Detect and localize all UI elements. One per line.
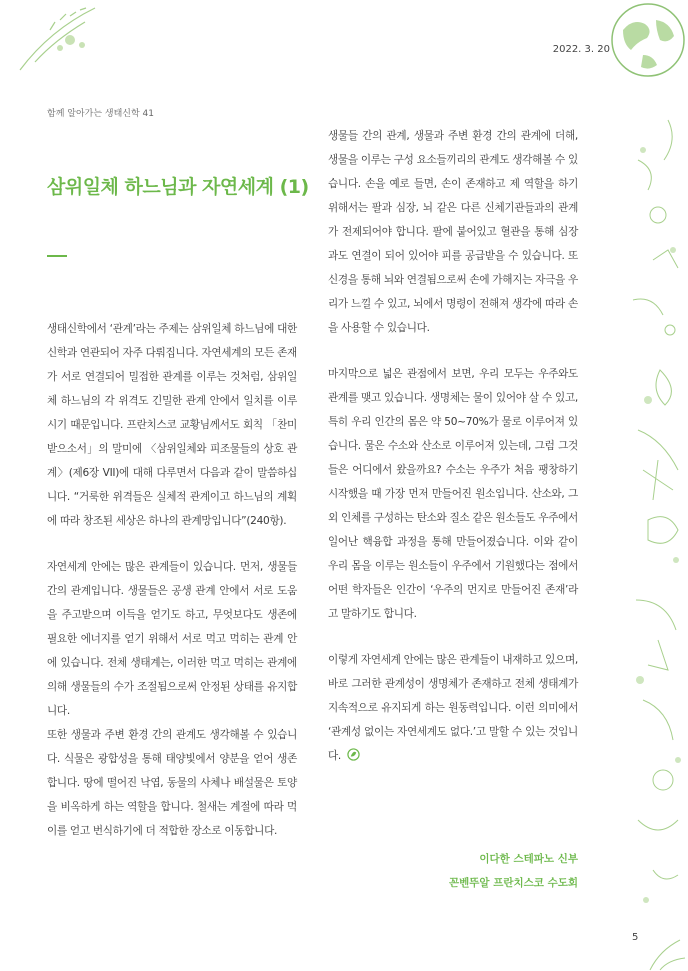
- page-number: 5: [632, 932, 639, 943]
- globe-icon: [612, 4, 684, 76]
- author-affiliation: 꼰벤뚜알 프란치스코 수도회: [448, 877, 578, 889]
- paragraph: 생태신학에서 ‘관계’라는 주제는 삼위일체 하느님에 대한 신학과 연관되어 자주 다뤄집니다. 자연세계의 모든 존재가 서로 연결되어 밀접한 관계를 이루는 것처럼, 삼위일체 하느님의 각 위격도 긴밀한 관계 안에서 일치를 이루시기 때문입니다. 프란치스코 교황님께서도 회칙 「찬미받으소서」의 말미에 〈삼위일체와 피조물들의 상호 관계〉(제6장 VII)에 대해 다루면서 다음과 같이 말씀하십니다. “거룩한 위격들은 실체적 관계이고 하느님의 계획에 따라 창조된 세상은 하나의 관계망입니다”(240항).: [47, 323, 297, 527]
- paragraph-last: [328, 648, 578, 768]
- article-column-left: [47, 317, 297, 843]
- plant-illustration-bottom-right: [600, 930, 688, 971]
- paragraph: 생물들 간의 관계, 생물과 주변 환경 간의 관계에 더해, 생물을 이루는 구성 요소들끼리의 관계도 생각해볼 수 있습니다. 손을 예로 들면, 손이 존재하고 제 역할을 하기 위해서는 팔과 심장, 뇌 같은 다른 신체기관들과의 관계가 전제되어야 합니다. 팔에 붙어있고 혈관을 통해 심장과도 연결이 되어 있어야 피를 공급받을 수 있습니다. 또 신경을 통해 뇌와 연결됨으로써 손에 가해지는 자극을 우리가 느낄 수 있고, 뇌에서 명령이 전해져 생각에 따라 손을 사용할 수 있습니다.: [328, 130, 578, 334]
- series-title: 함께 알아가는 생태신학 41: [47, 109, 154, 119]
- nature-illustration-right-margin: [598, 0, 688, 971]
- article-column-right: [328, 124, 578, 768]
- plant-illustration-top-left: [0, 0, 120, 80]
- paragraph: 자연세계 안에는 많은 관계들이 있습니다. 먼저, 생물들 간의 관계입니다. 생물들은 공생 관계 안에서 서로 도움을 주고받으며 이득을 얻기도 하고, 무엇보다도 생존에 필요한 에너지를 얻기 위해서 서로 먹고 먹히는 관계 안에 있습니다. 전체 생태계는, 이러한 먹고 먹히는 관계에 의해 생물들의 수가 조절됨으로써 안정된 상태를 유지합니다.: [47, 561, 297, 717]
- paragraph-text: 이렇게 자연세계 안에는 많은 관계들이 내재하고 있으며, 바로 그러한 관계성이 생명체가 존재하고 전체 생태계가 지속적으로 유지되게 하는 원동력입니다. 이런 의미에서 ‘관계성 없이는 자연세계도 없다.’고 말할 수 있는 것입니다.: [328, 654, 578, 762]
- paragraph: 마지막으로 넓은 관점에서 보면, 우리 모두는 우주와도 관계를 맺고 있습니다. 생명체는 물이 있어야 살 수 있고, 특히 우리 인간의 몸은 약 50~70%가 물로 이루어져 있습니다. 물은 수소와 산소로 이루어져 있는데, 그럼 그것들은 어디에서 왔을까요? 수소는 우주가 처음 팽창하기 시작했을 때 가장 먼저 만들어진 원소입니다. 산소와, 그 외 인체를 구성하는 탄소와 질소 같은 원소들도 우주에서 일어난 핵융합 과정을 통해 만들어졌습니다. 이와 같이 우리 몸을 이루는 원소들이 우주에서 기원했다는 점에서 어떤 학자들은 인간이 ‘우주의 먼지로 만들어진 존재’라고 말하기도 합니다.: [328, 368, 578, 620]
- author-name: 이다한 스테파노 신부: [479, 853, 578, 865]
- issue-date: 2022. 3. 20: [552, 44, 610, 55]
- leaf-end-mark-icon: [347, 748, 360, 761]
- author-block: [380, 847, 578, 895]
- title-divider: [47, 255, 67, 257]
- article-title: 삼위일체 하느님과 자연세계 (1): [47, 176, 309, 198]
- paragraph: 또한 생물과 주변 환경 간의 관계도 생각해볼 수 있습니다. 식물은 광합성을 통해 태양빛에서 양분을 얻어 생존합니다. 땅에 떨어진 낙엽, 동물의 사체나 배설물은 토양을 비옥하게 하는 역할을 합니다. 철새는 계절에 따라 먹이를 얻고 번식하기에 더 적합한 장소로 이동합니다.: [47, 729, 297, 837]
